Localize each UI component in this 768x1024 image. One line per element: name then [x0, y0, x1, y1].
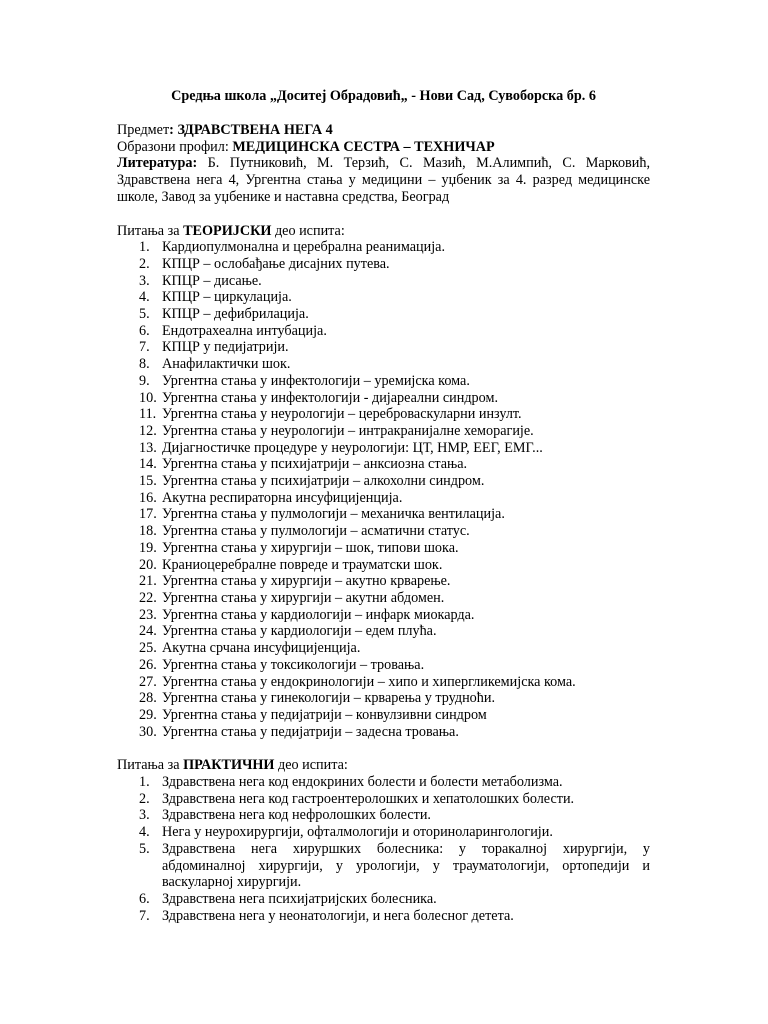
list-item — [117, 607, 650, 624]
theory-intro — [117, 223, 650, 240]
list-item-number: 29. — [139, 706, 157, 723]
list-item-text: КПЦР у педијатрији. — [162, 339, 289, 356]
list-item-number: 10. — [139, 389, 157, 406]
list-item-text: Ургентна стања у инфектологији - дијареални синдром. — [162, 389, 498, 406]
practical-intro — [117, 757, 650, 774]
list-item-number: 3. — [139, 807, 150, 824]
list-item-text: Ургентна стања у кардиологији – инфарк миокарда. — [162, 606, 475, 623]
list-item-number: 14. — [139, 456, 157, 473]
list-item-number: 11. — [139, 406, 157, 423]
list-item-text: Здравствена нега у неонатологији, и нега болесног детета. — [162, 907, 514, 924]
list-item-text: Ургентна стања у хирургији – акутно крварење. — [162, 573, 451, 590]
list-item-number: 2. — [139, 790, 150, 807]
list-item — [117, 707, 650, 724]
list-item-text: КПЦР – дисање. — [162, 272, 262, 289]
list-item-number: 5. — [139, 840, 150, 857]
list-item-number: 19. — [139, 539, 157, 556]
list-item — [117, 540, 650, 557]
subject-value: ЗДРАВСТВЕНА НЕГА 4 — [177, 122, 333, 138]
list-item-number: 6. — [139, 322, 150, 339]
list-item-text: Кардиопулмонална и церебрална реанимација. — [162, 239, 445, 256]
list-item-number: 3. — [139, 272, 150, 289]
list-item-number: 24. — [139, 623, 157, 640]
list-item — [117, 490, 650, 507]
list-item — [117, 423, 650, 440]
list-item — [117, 256, 650, 273]
theory-questions-list — [117, 239, 650, 740]
list-item — [117, 657, 650, 674]
list-item-text: Ургентна стања у пулмологији – асматични статус. — [162, 523, 470, 540]
list-item-text: Ургентна стања у хирургији – акутни абдомен. — [162, 589, 445, 606]
list-item — [117, 791, 650, 808]
list-item — [117, 908, 650, 925]
list-item-number: 9. — [139, 372, 150, 389]
list-item — [117, 774, 650, 791]
list-item — [117, 891, 650, 908]
list-item-text: Здравствена нега код нефролошких болести. — [162, 807, 431, 824]
subject-colon: : — [169, 122, 174, 138]
literature-text: Б. Путниковић, М. Терзић, С. Мазић, М.Алимпић, С. Марковић, Здравствена нега 4, Ургентна стања у медицини – уџбеник за 4. разред медицинске школе, Завод за уџбенике и наставна средства, Београд — [117, 155, 650, 205]
practical-intro-before: Питања за — [117, 757, 184, 774]
list-item-number: 4. — [139, 824, 150, 841]
practical-intro-after: део испита: — [274, 757, 348, 774]
list-item-number: 2. — [139, 255, 150, 272]
list-item-number: 20. — [139, 556, 157, 573]
list-item — [117, 557, 650, 574]
list-item — [117, 506, 650, 523]
list-item — [117, 406, 650, 423]
list-item-text: Ендотрахеална интубација. — [162, 322, 327, 339]
list-item-text: Здравствена нега хируршких болесника: у торакалној хирургији, у абдоминалној хирургији, у урологији, у трауматологији, ортопедији и васкуларној хирургији. — [162, 840, 650, 891]
list-item — [117, 590, 650, 607]
list-item-number: 21. — [139, 573, 157, 590]
list-item-text: Нега у неурохирургији, офталмологији и оториноларингологији. — [162, 824, 553, 841]
list-item — [117, 674, 650, 691]
practical-questions-list — [117, 774, 650, 924]
list-item-text: Ургентна стања у хирургији – шок, типови шока. — [162, 539, 459, 556]
list-item-text: Ургентна стања у психијатрији – алкохолни синдром. — [162, 473, 485, 490]
list-item-text: Ургентна стања у кардиологији – едем плућа. — [162, 623, 437, 640]
list-item-number: 26. — [139, 656, 157, 673]
list-item — [117, 373, 650, 390]
list-item — [117, 440, 650, 457]
list-item-text: Ургентна стања у ендокринологији – хипо и хипергликемијска кома. — [162, 673, 576, 690]
list-item-number: 27. — [139, 673, 157, 690]
theory-intro-before: Питања за — [117, 222, 184, 239]
list-item-text: Здравствена нега код ендокриних болести и болести метаболизма. — [162, 774, 563, 791]
list-item-text: Ургентна стања у токсикологији – тровања. — [162, 656, 425, 673]
document-body — [117, 88, 650, 924]
subject-line — [117, 122, 650, 139]
list-item — [117, 640, 650, 657]
list-item-text: Ургентна стања у гинекологији – крварења у трудноћи. — [162, 690, 495, 707]
theory-intro-after: део испита: — [271, 222, 345, 239]
list-item-number: 1. — [139, 239, 150, 256]
list-item-number: 18. — [139, 523, 157, 540]
literature-label: Литература: — [117, 155, 198, 172]
list-item-text: Анафилактички шок. — [162, 356, 291, 373]
list-item-text: КПЦР – дефибрилација. — [162, 306, 309, 323]
list-item-number: 1. — [139, 774, 150, 791]
list-item-number: 7. — [139, 339, 150, 356]
list-item — [117, 273, 650, 290]
list-item-text: Акутна срчана инсуфицијенција. — [162, 640, 361, 657]
list-item-number: 30. — [139, 723, 157, 740]
list-item-text: КПЦР – циркулација. — [162, 289, 292, 306]
list-item — [117, 306, 650, 323]
list-item-text: Ургентна стања у инфектологији – уремијска кома. — [162, 372, 470, 389]
spacer — [117, 740, 650, 757]
list-item-text: Здравствена нега код гастроентеролошких и хепатолошких болести. — [162, 790, 575, 807]
list-item-number: 6. — [139, 890, 150, 907]
practical-intro-bold: ПРАКТИЧНИ — [183, 757, 275, 774]
list-item-text: Акутна респираторна инсуфицијенција. — [162, 489, 403, 506]
list-item — [117, 690, 650, 707]
list-item-number: 28. — [139, 690, 157, 707]
list-item-number: 12. — [139, 422, 157, 439]
list-item-text: Здравствена нега психијатријских болесника. — [162, 890, 437, 907]
profile-label: Образони профил: — [117, 138, 229, 155]
list-item-number: 17. — [139, 506, 157, 523]
list-item-number: 13. — [139, 439, 157, 456]
list-item-number: 5. — [139, 306, 150, 323]
list-item-text: Ургентна стања у педијатрији – конвулзивни синдром — [162, 706, 487, 723]
subject-label: Предмет — [117, 122, 170, 138]
list-item-number: 15. — [139, 473, 157, 490]
list-item — [117, 841, 650, 891]
list-item — [117, 724, 650, 741]
list-item-number: 4. — [139, 289, 150, 306]
list-item — [117, 456, 650, 473]
list-item-text: Ургентна стања у неурологији – цереброваскуларни инзулт. — [162, 406, 522, 423]
list-item-number: 7. — [139, 907, 150, 924]
profile-value: МЕДИЦИНСКА СЕСТРА – ТЕХНИЧАР — [232, 138, 495, 155]
list-item — [117, 356, 650, 373]
list-item-number: 25. — [139, 640, 157, 657]
list-item — [117, 239, 650, 256]
spacer — [117, 206, 650, 223]
list-item-text: Ургентна стања у неурологији – интракранијалне хеморагије. — [162, 422, 534, 439]
list-item — [117, 323, 650, 340]
list-item-text: Ургентна стања у психијатрији – анксиозна стања. — [162, 456, 468, 473]
list-item — [117, 473, 650, 490]
list-item — [117, 289, 650, 306]
list-item-number: 23. — [139, 606, 157, 623]
spacer — [117, 105, 650, 122]
list-item — [117, 339, 650, 356]
list-item — [117, 573, 650, 590]
list-item — [117, 390, 650, 407]
literature-paragraph — [117, 155, 650, 205]
list-item — [117, 623, 650, 640]
list-item-number: 16. — [139, 489, 157, 506]
list-item — [117, 523, 650, 540]
list-item-text: Ургентна стања у педијатрији – задесна тровања. — [162, 723, 459, 740]
list-item — [117, 824, 650, 841]
theory-intro-bold: ТЕОРИЈСКИ — [183, 222, 272, 239]
profile-line — [117, 139, 650, 156]
school-header: Средња школа „Доситеј Обрадовић„ - Нови Сад, Сувоборска бр. 6 — [171, 88, 596, 104]
list-item-text: Дијагностичке процедуре у неурологији: ЦТ, НМР, ЕЕГ, ЕМГ... — [162, 439, 543, 456]
list-item-text: Краниоцеребралне повреде и трауматски шок. — [162, 556, 443, 573]
list-item-number: 22. — [139, 589, 157, 606]
list-item-text: Ургентна стања у пулмологији – механичка вентилација. — [162, 506, 505, 523]
list-item — [117, 807, 650, 824]
list-item-number: 8. — [139, 356, 150, 373]
list-item-text: КПЦР – ослобађање дисајних путева. — [162, 255, 390, 272]
